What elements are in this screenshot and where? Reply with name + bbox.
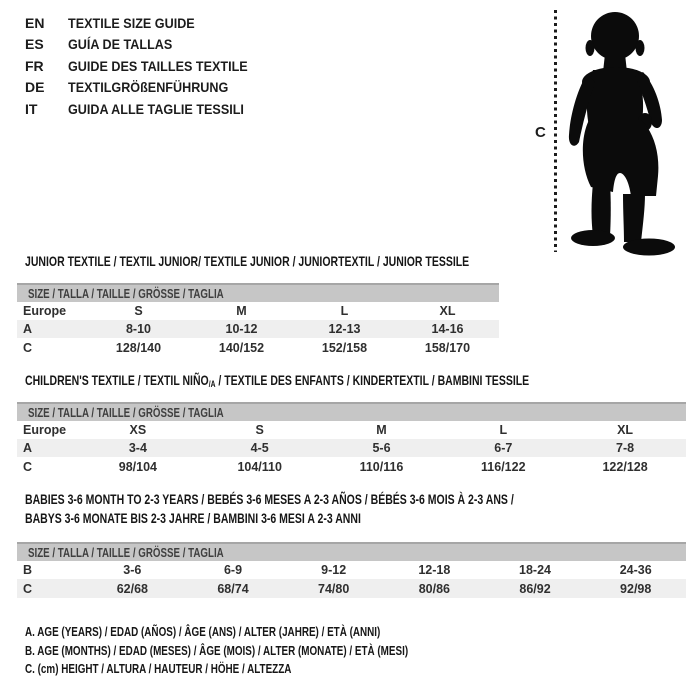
footnote-b-text: B. AGE (MONTHS) / EDAD (MESES) / ÂGE (MOIS) / ALTER (MONATE) / ETÀ (MESI): [25, 642, 409, 658]
column-header-cell: XL: [617, 423, 634, 437]
size-cell: 3-6: [123, 563, 142, 577]
column-header-cell: XS: [129, 423, 147, 437]
size-cell: 128/140: [115, 340, 162, 355]
size-cell: 8-10: [125, 322, 152, 336]
table-row-c: [17, 579, 686, 598]
children-heading-sub: /A: [208, 379, 216, 389]
column-header-cell: L: [340, 304, 349, 318]
column-header-cell: L: [499, 423, 508, 437]
size-cell: 140/152: [218, 340, 265, 355]
size-cell: 152/158: [321, 340, 368, 355]
column-header-cell: S: [134, 304, 143, 318]
size-cell: 62/68: [116, 581, 148, 596]
column-header-row: [17, 421, 686, 439]
size-cell: 6-7: [494, 441, 513, 455]
table-row-a: [17, 439, 686, 457]
babies-section-heading: [25, 490, 677, 528]
footnote-c: [25, 660, 529, 679]
language-label: GUÍA DE TALLAS: [68, 36, 173, 53]
size-cell: 6-9: [223, 563, 243, 577]
junior-heading-text: JUNIOR TEXTILE / TEXTIL JUNIOR/ TEXTILE JUNIOR / JUNIORTEXTIL / JUNIOR TESSILE: [25, 253, 470, 269]
language-code: FR: [25, 57, 44, 74]
column-header-cell: M: [236, 304, 247, 318]
size-cell: 18-24: [519, 563, 552, 577]
children-size-table: [17, 402, 686, 476]
size-header-text: SIZE / TALLA / TAILLE / GRÖSSE / TAGLIA: [28, 405, 224, 420]
size-cell: 14-16: [431, 322, 464, 336]
size-cell: 24-36: [619, 563, 652, 577]
children-heading-text: [25, 371, 529, 394]
size-cell: 7-8: [616, 441, 635, 455]
footnote-a: [25, 623, 529, 642]
size-header-bar: [17, 542, 686, 561]
height-measure-label: C: [535, 124, 546, 141]
footnotes: [25, 623, 529, 679]
footnote-a-text: A. AGE (YEARS) / EDAD (AÑOS) / ÂGE (ANS) / ALTER (JAHRE) / ETÀ (ANNI): [25, 624, 381, 639]
column-header-cell: M: [376, 423, 387, 437]
children-heading-post: / TEXTILE DES ENFANTS / KINDERTEXTIL / BAMBINI TESSILE: [215, 372, 530, 388]
junior-size-table: [17, 283, 499, 357]
babies-heading-line2-wrap: [25, 509, 677, 528]
footnote-c-text: C. (cm) HEIGHT / ALTURA / HAUTEUR / HÖHE / ALTEZZA: [25, 661, 292, 677]
table-row-c: [17, 457, 686, 476]
size-cell: 86/92: [519, 581, 551, 596]
region-label: Europe: [23, 423, 67, 437]
row-label: B: [23, 563, 33, 577]
size-cell: 92/98: [620, 581, 652, 596]
babies-heading-line1: BABIES 3-6 MONTH TO 2-3 YEARS / BEBÉS 3-6 MESES A 2-3 AÑOS / BÉBÉS 3-6 MOIS À 2-3 ANS /: [25, 491, 514, 507]
language-row: [25, 34, 268, 56]
toddler-silhouette: [563, 8, 697, 258]
children-section-heading: [25, 371, 697, 394]
row-label: A: [23, 441, 33, 455]
size-header-bar: [17, 283, 499, 302]
language-list: [25, 12, 268, 120]
size-cell: 5-6: [372, 441, 391, 455]
language-row: [25, 12, 268, 34]
size-header-bar: [17, 402, 686, 421]
language-row: [25, 77, 268, 99]
language-label: GUIDA ALLE TAGLIE TESSILI: [68, 100, 244, 117]
table-row-c: [17, 338, 499, 357]
babies-size-table: [17, 542, 686, 598]
row-label: C: [23, 459, 33, 474]
language-code: IT: [25, 100, 38, 117]
size-cell: 10-12: [225, 322, 258, 336]
size-cell: 158/170: [424, 340, 471, 355]
babies-heading-line1-wrap: [25, 490, 677, 509]
row-label: A: [23, 322, 33, 336]
size-cell: 3-4: [128, 441, 147, 455]
babies-heading-line2: BABYS 3-6 MONATE BIS 2-3 JAHRE / BAMBINI 3-6 MESI A 2-3 ANNI: [25, 510, 361, 526]
size-cell: 12-18: [418, 563, 451, 577]
language-label: TEXTILE SIZE GUIDE: [68, 14, 195, 31]
height-measure-line: [554, 10, 557, 252]
size-cell: 98/104: [118, 459, 158, 474]
size-cell: 74/80: [318, 581, 350, 596]
row-label: C: [23, 581, 33, 596]
table-row-b: [17, 561, 686, 579]
region-label: Europe: [23, 304, 67, 318]
column-header-cell: S: [255, 423, 264, 437]
size-cell: 104/110: [237, 459, 282, 474]
size-cell: 116/122: [481, 459, 526, 474]
size-cell: 9-12: [321, 563, 347, 577]
size-header-text: SIZE / TALLA / TAILLE / GRÖSSE / TAGLIA: [28, 545, 224, 560]
junior-section-heading: [25, 252, 617, 271]
size-cell: 80/86: [418, 581, 450, 596]
size-cell: 12-13: [328, 322, 361, 336]
children-heading-pre: CHILDREN'S TEXTILE / TEXTIL NIÑO: [25, 372, 209, 388]
column-header-row: [17, 302, 499, 320]
language-row: [25, 98, 268, 120]
size-cell: 4-5: [250, 441, 269, 455]
language-label: GUIDE DES TAILLES TEXTILE: [68, 57, 248, 74]
language-code: EN: [25, 14, 45, 31]
row-label: C: [23, 340, 33, 355]
table-row-a: [17, 320, 499, 338]
size-cell: 110/116: [359, 459, 404, 474]
footnote-b: [25, 642, 529, 661]
size-cell: 68/74: [217, 581, 249, 596]
size-header-text: SIZE / TALLA / TAILLE / GRÖSSE / TAGLIA: [28, 286, 224, 301]
language-code: DE: [25, 79, 45, 96]
column-header-cell: XL: [439, 304, 456, 318]
language-label: TEXTILGRÖßENFÜHRUNG: [68, 79, 229, 96]
language-code: ES: [25, 36, 44, 53]
language-row: [25, 55, 268, 77]
size-cell: 122/128: [602, 459, 648, 474]
